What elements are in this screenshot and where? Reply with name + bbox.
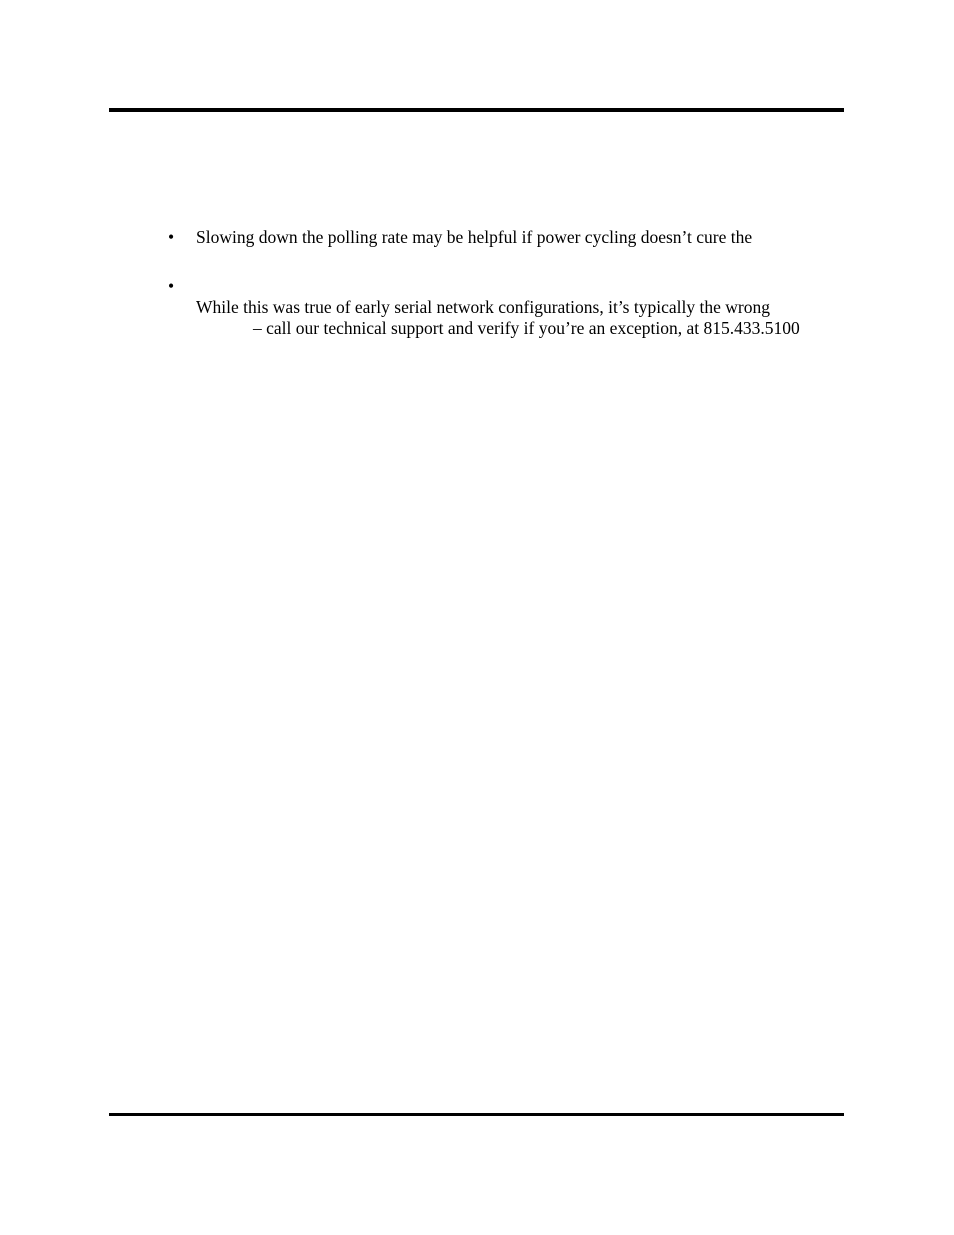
- bullet-text-line: – call our technical support and verify if you’re an exception, at 815.433.5100: [253, 318, 800, 338]
- bullet-marker: •: [168, 276, 175, 296]
- bullet-text-line: While this was true of early serial network configurations, it’s typically the wrong: [196, 297, 770, 317]
- header-rule: [109, 108, 844, 112]
- bullet-text-line: Slowing down the polling rate may be helpful if power cycling doesn’t cure the: [196, 227, 753, 247]
- bullet-marker: •: [168, 227, 175, 247]
- footer-rule: [109, 1113, 844, 1116]
